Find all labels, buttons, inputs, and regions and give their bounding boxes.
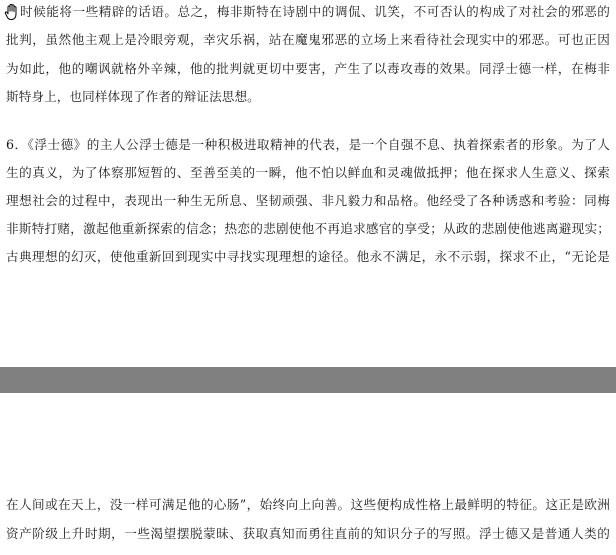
page-2-line-2: 资产阶级上升时期，一些渴望摆脱蒙昧、获取真知而勇往直前的知识分子的写照。浮士德又是普通人类的: [6, 526, 610, 541]
paragraph-2-line-3: 理想社会的过程中，表现出一种生无所息、坚韧顽强、非凡毅力和品格。他经受了各种诱惑和考验：同梅: [6, 193, 610, 208]
paragraph-2-line-1: 6．《浮士德》的主人公浮士德是一种积极进取精神的代表，是一个自强不息、执着探索者的形象。为了人: [6, 137, 610, 152]
document-page-lower: [0, 393, 616, 555]
page-2-line-1: 在人间或在天上，没一样可满足他的心肠”，始终向上向善。这些便构成性格上最鲜明的特征。这正是欧洲: [6, 497, 610, 512]
paragraph-2-line-4: 非斯特打赌，激起他重新探索的信念；热恋的悲剧使他不再追求感官的享受；从政的悲剧使他逃离避现实；: [6, 221, 610, 236]
paragraph-2-line-5: 古典理想的幻灭，使他重新回到现实中寻找实现理想的途径。他永不满足，永不示弱，探求不止，“无论是: [6, 249, 610, 264]
paragraph-1-line-3: 为如此，他的嘲讽就格外辛辣，他的批判就更切中要害，产生了以毒攻毒的效果。同浮士德一样，在梅非: [6, 61, 610, 76]
paragraph-1-line-2: 批判，虽然他主观上是冷眼旁观，幸灾乐祸，站在魔鬼邪恶的立场上来看待社会现实中的邪恶。可也正因: [6, 32, 610, 47]
page-separator: [0, 367, 616, 393]
hand-pan-icon[interactable]: [4, 3, 20, 21]
paragraph-1-line-1: 时候能将一些精辟的话语。总之，梅非斯特在诗剧中的调侃、讥笑，不可否认的构成了对社会的邪恶的: [20, 4, 610, 19]
paragraph-1-line-4: 斯特身上，也同样体现了作者的辩证法思想。: [6, 89, 260, 104]
paragraph-2-line-2: 生的真义，为了体察那短暂的、至善至美的一瞬，他不怕以鲜血和灵魂做抵押；他在探求人生意义、探索: [6, 165, 610, 180]
